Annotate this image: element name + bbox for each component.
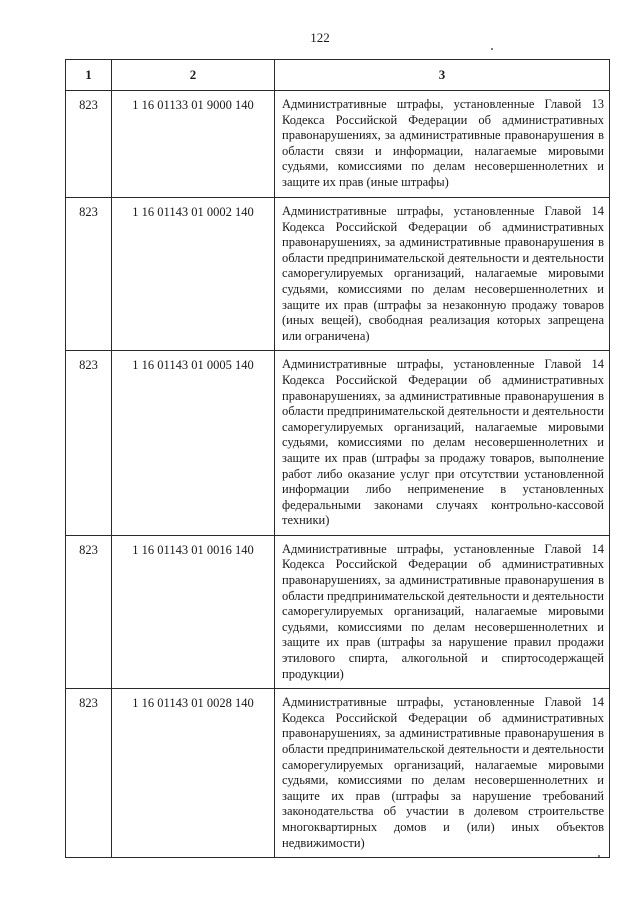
- admin-code-cell: 823: [66, 198, 112, 351]
- description-cell: Административные штрафы, установленные Главой 13 Кодекса Российской Федерации об административных правонарушениях, за административные правонарушения в области связи и информации, налагаемые мировыми судьями, комиссиями по делам несовершеннолетних и защите их прав (иные штрафы): [275, 91, 610, 198]
- table-row: [66, 198, 610, 351]
- table-row: [66, 91, 610, 198]
- description-cell: Административные штрафы, установленные Главой 14 Кодекса Российской Федерации об административных правонарушениях, за административные правонарушения в области предпринимательской деятельности и деятельности саморегулируемых организаций, налагаемые мировыми судьями, комиссиями по делам несовершеннолетних и защите их прав (штрафы за нарушение требований законодательства об участии в долевом строительстве многоквартирных домов и (или) иных объектов недвижимости): [275, 689, 610, 858]
- budget-code-cell: 1 16 01133 01 9000 140: [112, 91, 275, 198]
- table-row: [66, 535, 610, 688]
- description-cell: Административные штрафы, установленные Главой 14 Кодекса Российской Федерации об административных правонарушениях, за административные правонарушения в области предпринимательской деятельности и деятельности саморегулируемых организаций, налагаемые мировыми судьями, комиссиями по делам несовершеннолетних и защите их прав (штрафы за нарушение правил продажи этилового спирта, алкогольной и спиртосодержащей продукции): [275, 535, 610, 688]
- column-header-3: 3: [275, 60, 610, 91]
- description-cell: Административные штрафы, установленные Главой 14 Кодекса Российской Федерации об административных правонарушениях, за административные правонарушения в области предпринимательской деятельности и деятельности саморегулируемых организаций, налагаемые мировыми судьями, комиссиями по делам несовершеннолетних и защите их прав (штрафы за продажу товаров, выполнение работ либо оказание услуг при отсутствии установленной информации либо неприменение в установленных федеральными законами случаях контрольно-кассовой техники): [275, 351, 610, 536]
- table-row: [66, 351, 610, 536]
- admin-code-cell: 823: [66, 535, 112, 688]
- scan-speck: [598, 855, 600, 857]
- admin-code-cell: 823: [66, 689, 112, 858]
- scan-speck: [491, 48, 493, 50]
- budget-code-cell: 1 16 01143 01 0016 140: [112, 535, 275, 688]
- table-header-row: [66, 60, 610, 91]
- page-number: 122: [310, 30, 330, 45]
- admin-code-cell: 823: [66, 351, 112, 536]
- column-header-2: 2: [112, 60, 275, 91]
- budget-code-cell: 1 16 01143 01 0028 140: [112, 689, 275, 858]
- description-cell: Административные штрафы, установленные Главой 14 Кодекса Российской Федерации об административных правонарушениях, за административные правонарушения в области предпринимательской деятельности и деятельности саморегулируемых организаций, налагаемые мировыми судьями, комиссиями по делам несовершеннолетних и защите их прав (штрафы за незаконную продажу товаров (иных вещей), свободная реализация которых запрещена или ограничена): [275, 198, 610, 351]
- budget-codes-table: [65, 59, 610, 858]
- table-row: [66, 689, 610, 858]
- budget-code-cell: 1 16 01143 01 0005 140: [112, 351, 275, 536]
- column-header-1: 1: [66, 60, 112, 91]
- admin-code-cell: 823: [66, 91, 112, 198]
- budget-code-cell: 1 16 01143 01 0002 140: [112, 198, 275, 351]
